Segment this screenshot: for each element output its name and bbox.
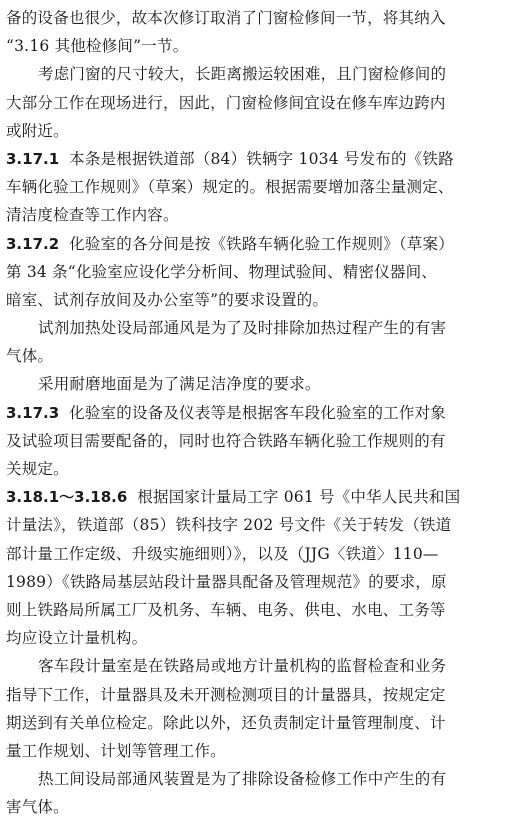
text-line: 1989）《铁路局基层站段计量器具配备及管理规范》的要求，原	[6, 572, 447, 591]
section-heading-line: 3.17.3 化验室的设备及仪表等是根据客车段化验室的工作对象	[6, 403, 446, 422]
text-line: 部计量工作定级、升级实施细则）》，以及（JJG〈铁道〉110—	[6, 544, 439, 563]
text-line: 指导下工作，计量器具及未开测检测项目的计量器具，按规定定	[6, 685, 446, 704]
text-line: 均应设立计量机构。	[6, 629, 148, 648]
section-heading-line: 3.17.1 本条是根据铁道部（84）铁辆字 1034 号发布的《铁路	[6, 149, 454, 168]
text-line: 考虑门窗的尺寸较大，长距离搬运较困难，且门窗检修间的	[38, 65, 447, 84]
section-number: 3.17.3	[6, 403, 60, 422]
text-line: 备的设备也很少，故本次修订取消了门窗检修间一节，将其纳入	[6, 9, 446, 27]
text-line: 及试验项目需要配备的，同时也符合铁路车辆化验工作规则的有	[6, 431, 446, 450]
text-line: 期送到有关单位检定。除此以外，还负责制定计量管理制度、计	[6, 713, 446, 732]
section-heading-line: 3.17.2 化验室的各分间是按《铁路车辆化验工作规则》（草案）	[6, 234, 454, 253]
text-line: 则上铁路局所属工厂及机务、车辆、电务、供电、水电、工务等	[6, 600, 446, 619]
text-line: 害气体。	[6, 798, 69, 817]
section-number: 3.18.1～3.18.6	[6, 488, 128, 507]
text-line: 热工间设局部通风装置是为了排除设备检修工作中产生的有	[38, 770, 447, 789]
text-line: 车辆化验工作规则》（草案）规定的。根据需要增加落尘量测定、	[6, 178, 454, 197]
text-line: 客车段计量室是在铁路局或地方计量机构的监督检查和业务	[38, 657, 447, 676]
section-heading-line: 3.18.1～3.18.6 根据国家计量局工字 061 号《中华人民共和国	[6, 488, 461, 507]
text-line: 计量法》，铁道部（85）铁科技字 202 号文件《关于转发（铁道	[6, 516, 452, 535]
text-line: 清洁度检查等工作内容。	[6, 206, 179, 225]
text-line: 或附近。	[6, 121, 69, 140]
text-line: 气体。	[6, 347, 54, 366]
text-line: 量工作规划、计划等管理工作。	[6, 741, 226, 760]
text-line: 暗室、试剂存放间及办公室等”的要求设置的。	[6, 290, 329, 309]
text-line: 第 34 条“化验室应设化学分析间、物理试验间、精密仪器间、	[6, 262, 438, 281]
section-number: 3.17.2	[6, 234, 60, 253]
text-line: 关规定。	[6, 460, 69, 478]
text-line: 采用耐磨地面是为了满足洁净度的要求。	[38, 375, 321, 394]
text-line: 试剂加热处设局部通风是为了及时排除加热过程产生的有害	[38, 319, 447, 338]
text-line: “3.16 其他检修间”一节。	[6, 37, 189, 56]
text-line: 大部分工作在现场进行，因此，门窗检修间宜设在修车库边跨内	[6, 93, 446, 112]
section-number: 3.17.1	[6, 149, 60, 168]
